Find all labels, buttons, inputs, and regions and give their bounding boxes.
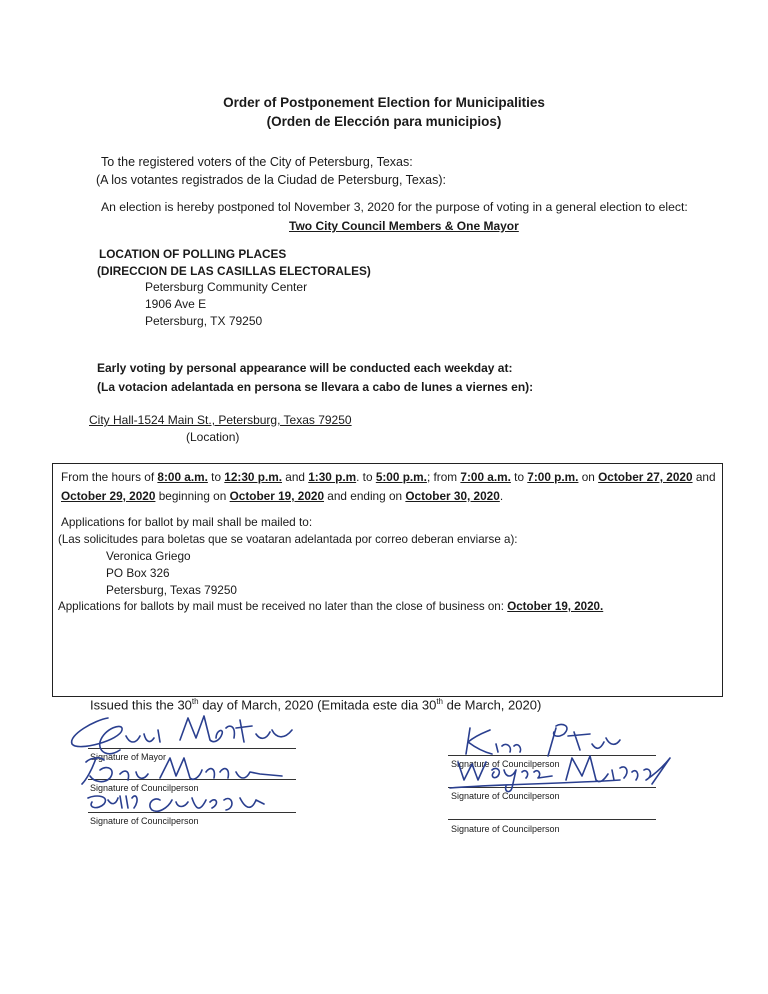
early-voting-start-date: October 19, 2020 (229, 489, 325, 503)
document-title-spanish: (Orden de Elección para municipios) (266, 114, 502, 129)
polling-heading-spanish: (DIRECCION DE LAS CASILLAS ELECTORALES) (97, 264, 371, 278)
hours-on-text: on (581, 470, 595, 484)
intro-line-spanish: (A los votantes registrados de la Ciudad de Petersburg, Texas): (96, 173, 446, 187)
hours-ending-text: and ending on (327, 489, 403, 503)
issued-sup-2: th (436, 697, 443, 706)
early-voting-location: City Hall-1524 Main St., Petersburg, Texas 79250 (89, 413, 352, 427)
issued-text-c: de March, 2020) (443, 697, 542, 713)
voting-hours-line1 (61, 470, 716, 484)
hours-beginning-text: beginning on (158, 489, 227, 503)
hours-and-text: and (285, 470, 305, 484)
councilperson-2-signature-label: Signature of Councilperson (90, 816, 199, 826)
time-end-morning: 12:30 p.m. (224, 470, 282, 484)
document-title: Order of Postponement Election for Municipalities (223, 95, 545, 110)
hours-dot-to-text: . to (356, 470, 373, 484)
hours-to2-text: to (514, 470, 525, 484)
early-voting-heading: Early voting by personal appearance will be conducted each weekday at: (97, 361, 513, 375)
councilperson-4-signature-label: Signature of Councilperson (451, 791, 560, 801)
issued-sup-1: th (191, 697, 199, 706)
time-end-extended: 7:00 p.m. (527, 470, 579, 484)
polling-place-street: 1906 Ave E (145, 297, 207, 311)
hours-to-text: to (211, 470, 222, 484)
polling-place-city: Petersburg, TX 79250 (145, 314, 263, 328)
handwritten-signatures-left (60, 700, 310, 825)
voting-hours-line2 (61, 489, 503, 503)
mayor-signature-label: Signature of Mayor (90, 752, 167, 762)
mail-deadline-date: October 19, 2020. (507, 600, 604, 613)
councilperson-5-signature-label: Signature of Councilperson (451, 824, 560, 834)
time-start-afternoon: 1:30 p.m (308, 470, 357, 484)
time-start-morning: 8:00 a.m. (157, 470, 208, 484)
councilperson-3-signature-label: Signature of Councilperson (451, 759, 560, 769)
early-voting-heading-spanish: (La votacion adelantada en persona se llevara a cabo de lunes a viernes en): (97, 380, 534, 394)
councilperson-1-signature-label: Signature of Councilperson (90, 783, 199, 793)
issued-text-b: day of March, 2020 (Emitada este dia 30 (198, 697, 437, 713)
mail-instructions-spanish: (Las solicitudes para boletas que se voataran adelantada por correo deberan enviarse a): (58, 533, 518, 546)
election-positions: Two City Council Members & One Mayor (289, 219, 519, 233)
hours-and2-text: and (695, 470, 716, 484)
polling-place-name: Petersburg Community Center (145, 280, 308, 294)
time-end-afternoon: 5:00 p.m. (375, 470, 427, 484)
early-voting-location-caption: (Location) (186, 430, 240, 444)
councilperson-5-signature-line (448, 819, 656, 820)
early-voting-end-date: October 30, 2020 (405, 489, 500, 503)
mail-recipient-name: Veronica Griego (106, 549, 191, 563)
mail-instructions: Applications for ballot by mail shall be mailed to: (61, 515, 313, 529)
polling-heading: LOCATION OF POLLING PLACES (99, 247, 287, 261)
handwritten-signatures-right (440, 718, 675, 808)
intro-line: To the registered voters of the City of Petersburg, Texas: (101, 155, 413, 169)
hours-end-period: . (499, 489, 504, 503)
mail-deadline-text: Applications for ballots by mail must be received no later than the close of business on: (58, 600, 504, 613)
mail-deadline-line (58, 600, 603, 613)
hours-from-text: From the hours of (61, 470, 155, 484)
hours-from2-text: ; from (426, 470, 458, 484)
election-statement: An election is hereby postponed tol November 3, 2020 for the purpose of voting in a general election to elect: (101, 200, 688, 214)
extended-date-2: October 29, 2020 (61, 489, 156, 503)
time-start-extended: 7:00 a.m. (460, 470, 511, 484)
issued-text-a: Issued this the 30 (90, 697, 192, 713)
extended-date-1: October 27, 2020 (598, 470, 693, 484)
mail-po-box: PO Box 326 (106, 566, 170, 580)
mail-city: Petersburg, Texas 79250 (106, 583, 237, 597)
